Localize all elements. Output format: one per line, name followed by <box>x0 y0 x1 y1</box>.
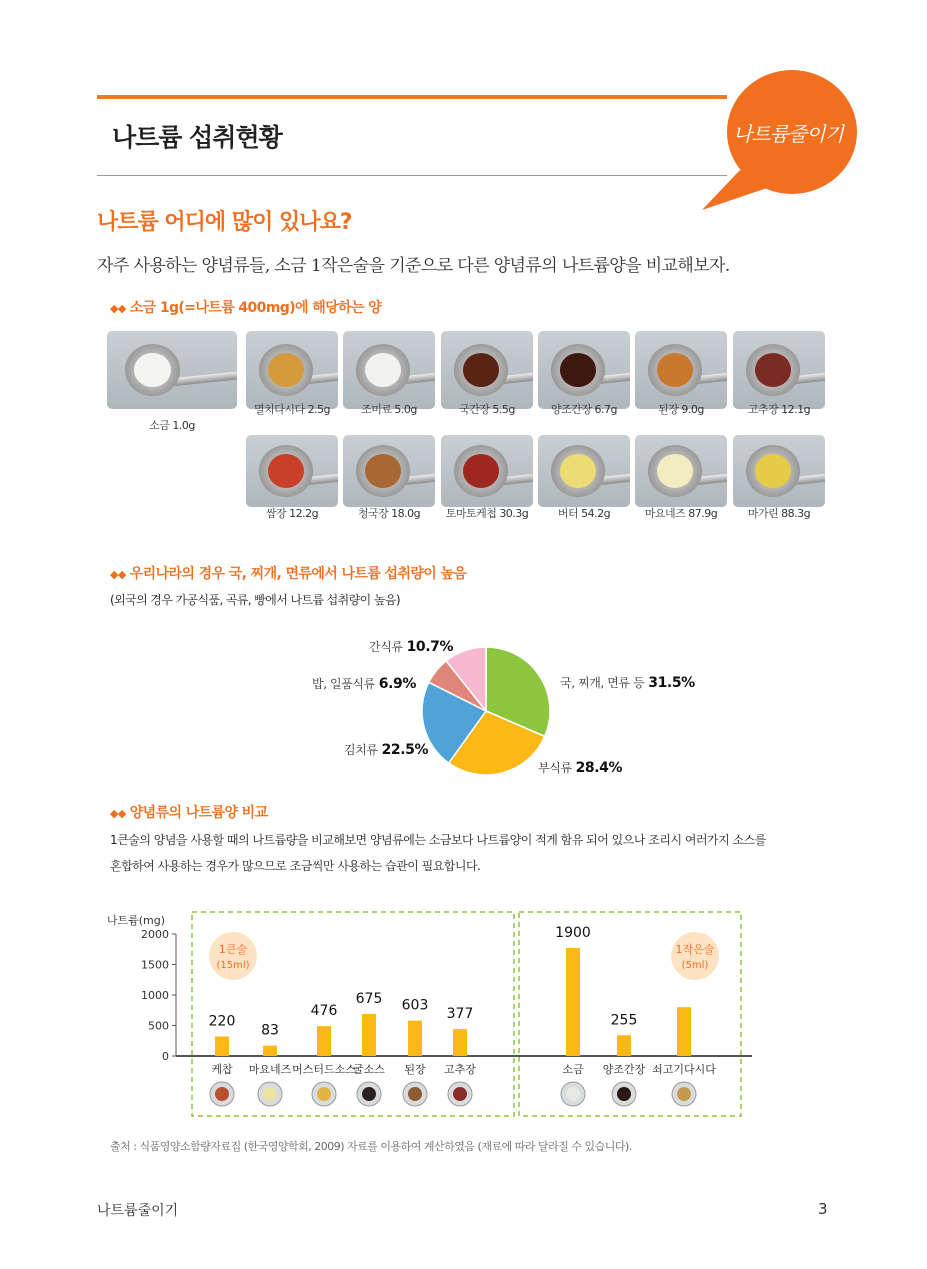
seasoning-icon <box>215 1087 229 1101</box>
photo-caption: 국간장 5.5g <box>459 403 515 416</box>
seasoning-icon <box>617 1087 631 1101</box>
photo-caption: 소금 1.0g <box>149 419 195 432</box>
seasoning-icon <box>566 1087 580 1101</box>
group-note-circle <box>209 932 257 980</box>
pie-label-kimchi: 김치류 22.5% <box>344 742 429 758</box>
section2-note: (외국의 경우 가공식품, 곡류, 빵에서 나트륨 섭취량이 높음) <box>110 593 400 607</box>
bar <box>617 1035 631 1056</box>
bar-value-label: 476 <box>310 1003 338 1020</box>
y-tick-label: 0 <box>162 1050 169 1063</box>
pie-label-snacks: 간식류 10.7% <box>369 639 454 655</box>
bar <box>677 1007 691 1056</box>
group-note-label: 1작은술 <box>675 943 715 956</box>
bar <box>317 1026 331 1056</box>
group-note-volume: (5ml) <box>681 960 709 971</box>
section3-paragraph-2: 혼합하여 사용하는 경우가 많으므로 조금씩만 사용하는 습관이 필요합니다. <box>110 859 481 873</box>
bar-category-label: 마요네즈 <box>248 1063 292 1076</box>
photo-caption: 멸치다시다 2.5g <box>253 403 331 416</box>
bar-value-label: 1900 <box>555 925 591 942</box>
section1-title-text: 소금 1g(=나트륨 400mg)에 해당하는 양 <box>129 300 382 316</box>
photo-caption: 조미료 5.0g <box>361 403 417 416</box>
bar <box>408 1021 422 1056</box>
bar-category-label: 쇠고기다시다 <box>652 1063 716 1076</box>
bar-category-label: 고추장 <box>444 1063 476 1076</box>
bar-category-label: 굴소스 <box>353 1063 385 1076</box>
section-heading: 나트륨 어디에 많이 있나요? <box>97 210 352 235</box>
photo-caption: 버터 54.2g <box>557 507 611 520</box>
photo-caption: 청국장 18.0g <box>357 507 421 520</box>
bar <box>453 1029 467 1056</box>
photo-caption: 쌈장 12.2g <box>265 507 319 520</box>
bar-value-label: 83 <box>261 1022 279 1039</box>
group-note-label: 1큰술 <box>218 943 248 956</box>
photo-caption: 고추장 12.1g <box>747 403 811 416</box>
y-tick-label: 1500 <box>141 958 169 972</box>
bar <box>263 1046 277 1056</box>
group-note-volume: (15ml) <box>216 960 250 971</box>
bar-value-label: 255 <box>610 1012 638 1029</box>
seasoning-icon <box>453 1087 467 1101</box>
section3-paragraph-1: 1큰술의 양념을 사용할 때의 나트륨량을 비교해보면 양념류에는 소금보다 나트륨양이 적게 함유 되어 있으나 조리시 여러가지 소스를 <box>110 833 766 847</box>
bar-value-label: 220 <box>208 1013 236 1030</box>
badge-label: 나트륨줄이기 <box>733 122 843 146</box>
seasoning-icon <box>263 1087 277 1101</box>
page-title: 나트륨 섭취현황 <box>112 123 282 152</box>
pie-label-soup: 국, 찌개, 면류 등 31.5% <box>560 675 695 691</box>
bar-value-label: 603 <box>401 997 429 1014</box>
seasoning-icon <box>408 1087 422 1101</box>
bar-category-label: 케찹 <box>211 1063 233 1076</box>
photo-caption: 양조간장 6.7g <box>551 403 617 416</box>
group-note-circle <box>671 932 719 980</box>
bar-value-label: 377 <box>446 1006 474 1023</box>
photo-caption: 마요네즈 87.9g <box>644 507 718 520</box>
section3-title-text: 양념류의 나트륨양 비교 <box>129 805 268 821</box>
bar-category-label: 양조간장 <box>602 1063 646 1076</box>
y-axis-label: 나트륨(mg) <box>106 914 165 927</box>
photo-caption: 마가린 88.3g <box>747 507 811 520</box>
seasoning-icon <box>317 1087 331 1101</box>
bar <box>215 1036 229 1056</box>
pie-label-rice: 밥, 일품식류 6.9% <box>312 676 417 692</box>
bar <box>566 948 580 1056</box>
photo-caption: 된장 9.0g <box>658 403 704 416</box>
page-number: 3 <box>818 1200 828 1218</box>
y-tick-label: 1000 <box>141 989 169 1002</box>
y-tick-label: 500 <box>148 1019 169 1033</box>
y-tick-label: 2000 <box>141 928 169 941</box>
diamond-bullet-icon: ◆◆ <box>110 302 126 315</box>
bar-value-label: 675 <box>355 990 383 1007</box>
seasoning-icon <box>677 1087 691 1101</box>
seasoning-icon <box>362 1087 376 1101</box>
bar <box>362 1014 376 1056</box>
photo-caption: 토마토케첩 30.3g <box>445 507 529 520</box>
pie-label-side-dish: 부식류 28.4% <box>538 760 623 776</box>
bar-category-label: 된장 <box>404 1063 426 1076</box>
bar-category-label: 머스터드소스 <box>292 1063 356 1076</box>
intro-text: 자주 사용하는 양념류들, 소금 1작은술을 기준으로 다른 양념류의 나트륨양을 비교해보자. <box>97 256 730 276</box>
diamond-bullet-icon: ◆◆ <box>110 807 126 820</box>
bar-category-label: 소금 <box>562 1063 584 1076</box>
footer-title: 나트륨줄이기 <box>97 1203 179 1219</box>
diamond-bullet-icon: ◆◆ <box>110 568 126 581</box>
source-note: 출처 : 식품영양소함량자료집 (한국영양학회, 2009) 자료를 이용하여 계산하였음 (재료에 따라 달라질 수 있습니다). <box>110 1140 632 1153</box>
section2-title-text: 우리나라의 경우 국, 찌개, 면류에서 나트륨 섭취량이 높음 <box>129 566 467 582</box>
